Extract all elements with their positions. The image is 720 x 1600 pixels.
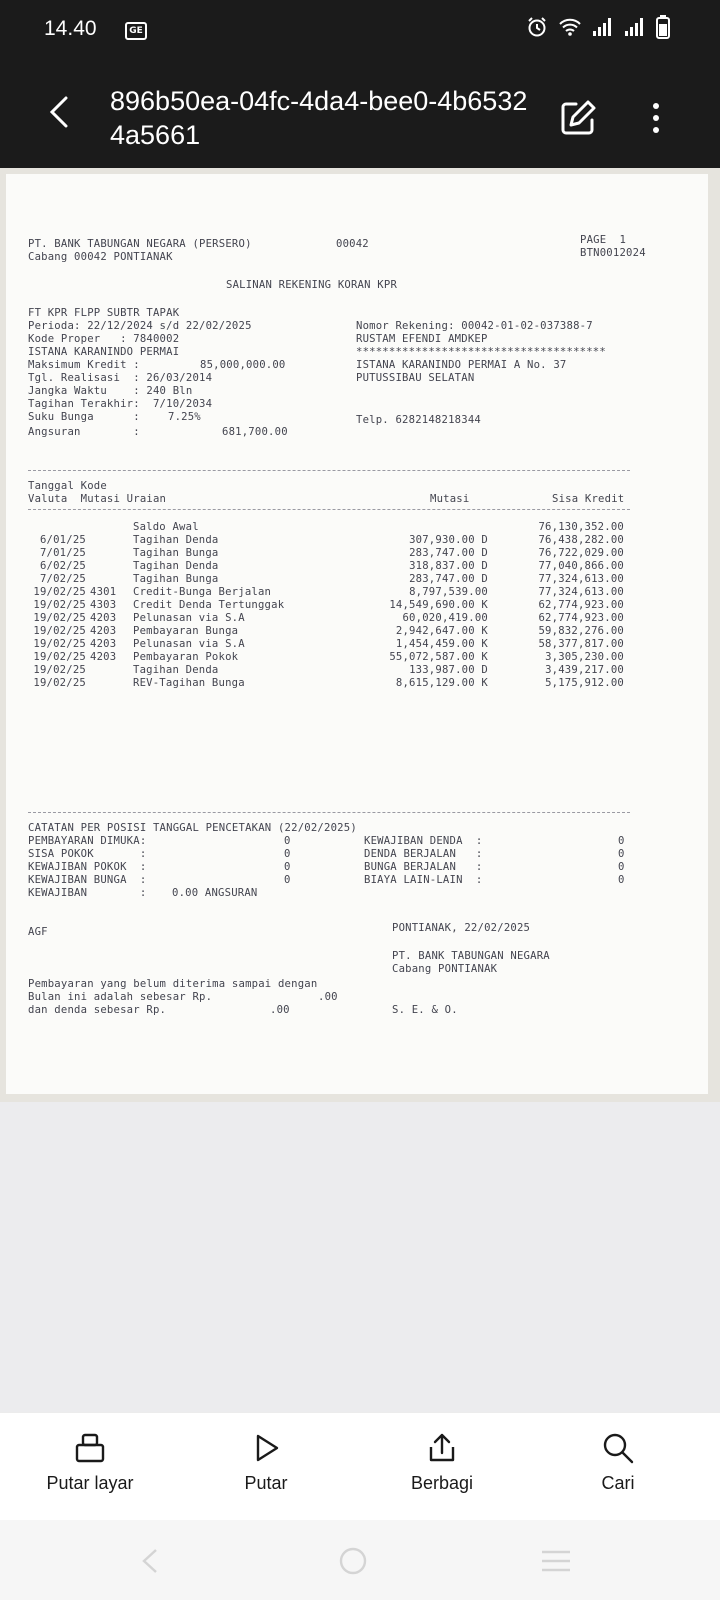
divider	[28, 509, 630, 510]
col-sisa-kredit: Sisa Kredit	[552, 493, 625, 505]
row-uraian: Credit-Bunga Berjalan	[133, 586, 272, 598]
row-sisa-kredit: 77,040,866.00	[538, 560, 624, 572]
row-uraian: Pembayaran Pokok	[133, 651, 239, 663]
catatan-value: 0	[618, 848, 625, 860]
row-sisa-kredit: 3,305,230.00	[545, 651, 624, 663]
bottom-action-bar	[0, 1412, 720, 1521]
agf-code: AGF	[28, 926, 48, 938]
s-e-o-note: S. E. & O.	[392, 1004, 458, 1016]
system-nav-bar	[0, 1520, 720, 1600]
catatan-value: 0	[618, 874, 625, 886]
search-label: Cari	[601, 1473, 635, 1493]
tgl-realisasi: Tgl. Realisasi : 26/03/2014	[28, 372, 213, 384]
play-label: Putar	[244, 1473, 288, 1493]
row-uraian: Pembayaran Bunga	[133, 625, 239, 637]
back-arrow-icon[interactable]	[38, 90, 82, 134]
catatan-label: DENDA BERJALAN :	[364, 848, 483, 860]
row-kode: 4203	[90, 625, 117, 637]
more-options-icon[interactable]	[650, 100, 662, 140]
catatan-label: BUNGA BERJALAN :	[364, 861, 483, 873]
row-kode: 4203	[90, 651, 117, 663]
signal-1-icon	[592, 17, 614, 37]
suku-bunga-value: 7.25%	[168, 411, 201, 423]
row-kode: 4203	[90, 612, 117, 624]
document-title: 896b50ea-04fc-4da4-bee0-4b65324a5661	[110, 86, 528, 150]
catatan-value: 0	[284, 848, 291, 860]
row-sisa-kredit: 76,130,352.00	[538, 521, 624, 533]
catatan-value: 0	[284, 874, 291, 886]
ge-badge-icon: GE	[125, 22, 147, 40]
nasabah-name: RUSTAM EFENDI AMDKEP	[356, 333, 488, 345]
jangka-waktu: Jangka Waktu : 240 Bln	[28, 385, 193, 397]
footer-line-3-label: dan denda sebesar Rp.	[28, 1004, 167, 1016]
row-mutasi: 1,454,459.00 K	[395, 638, 488, 650]
alamat-line-1: ISTANA KARANINDO PERMAI A No. 37	[356, 359, 567, 371]
row-tanggal: 19/02/25	[33, 664, 86, 676]
rotate-screen-button[interactable]	[20, 1431, 160, 1494]
catatan-label: KEWAJIBAN :	[28, 887, 147, 899]
row-uraian: Saldo Awal	[133, 521, 199, 533]
search-button[interactable]	[548, 1431, 688, 1494]
row-tanggal: 19/02/25	[33, 599, 86, 611]
row-tanggal: 19/02/25	[33, 638, 86, 650]
row-mutasi: 2,942,647.00 K	[395, 625, 488, 637]
divider	[28, 812, 630, 813]
row-tanggal: 6/02/25	[39, 560, 86, 572]
wifi-icon	[558, 17, 582, 37]
kota-tanggal: PONTIANAK, 22/02/2025	[392, 922, 531, 934]
kode-proper: Kode Proper : 7840002	[28, 333, 180, 345]
footer-line-1: Pembayaran yang belum diterima sampai dengan	[28, 978, 318, 990]
row-sisa-kredit: 77,324,613.00	[538, 573, 624, 585]
row-mutasi: 55,072,587.00 K	[389, 651, 488, 663]
bank-name: PT. BANK TABUNGAN NEGARA (PERSERO)	[28, 238, 252, 250]
row-uraian: REV-Tagihan Bunga	[133, 677, 245, 689]
row-sisa-kredit: 77,324,613.00	[538, 586, 624, 598]
row-sisa-kredit: 62,774,923.00	[538, 599, 624, 611]
maks-kredit-label: Maksimum Kredit :	[28, 359, 140, 371]
row-tanggal: 7/01/25	[39, 547, 86, 559]
col-tanggal-kode: Tanggal Kode	[28, 480, 107, 492]
row-mutasi: 133,987.00 D	[409, 664, 488, 676]
maks-kredit-value: 85,000,000.00	[200, 359, 286, 371]
footer-line-3-value: .00	[270, 1004, 290, 1016]
catatan-label: KEWAJIBAN POKOK :	[28, 861, 147, 873]
footer-line-2-label: Bulan ini adalah sebesar Rp.	[28, 991, 213, 1003]
nav-recents-icon[interactable]	[540, 1548, 572, 1574]
star-separator: **************************************	[356, 346, 606, 358]
app-bar	[0, 60, 720, 168]
angsuran-label: Angsuran :	[28, 426, 140, 438]
row-tanggal: 19/02/25	[33, 612, 86, 624]
catatan-value: 0	[618, 835, 625, 847]
row-mutasi: 14,549,690.00 K	[389, 599, 488, 611]
play-icon	[249, 1431, 283, 1465]
col-mutasi: Mutasi	[430, 493, 470, 505]
row-tanggal: 19/02/25	[33, 586, 86, 598]
divider	[28, 470, 630, 471]
document-viewer[interactable]	[0, 168, 720, 1102]
catatan-label: PEMBAYARAN DIMUKA:	[28, 835, 147, 847]
footer-line-2-value: .00	[318, 991, 338, 1003]
row-sisa-kredit: 76,722,029.00	[538, 547, 624, 559]
row-tanggal: 7/02/25	[39, 573, 86, 585]
telp: Telp. 6282148218344	[356, 414, 481, 426]
suku-bunga-label: Suku Bunga :	[28, 411, 140, 423]
row-kode: 4303	[90, 599, 117, 611]
row-mutasi: 283,747.00 D	[409, 547, 488, 559]
row-tanggal: 19/02/25	[33, 651, 86, 663]
row-uraian: Pelunasan via S.A	[133, 638, 245, 650]
catatan-value: 0	[284, 835, 291, 847]
nav-home-icon[interactable]	[338, 1546, 368, 1576]
row-sisa-kredit: 3,439,217.00	[545, 664, 624, 676]
row-sisa-kredit: 76,438,282.00	[538, 534, 624, 546]
catatan-value: 0.00 ANGSURAN	[172, 887, 258, 899]
row-kode: 4203	[90, 638, 117, 650]
row-uraian: Tagihan Denda	[133, 560, 219, 572]
row-mutasi: 283,747.00 D	[409, 573, 488, 585]
alarm-icon	[526, 16, 548, 38]
tagihan-terakhir: Tagihan Terakhir: 7/10/2034	[28, 398, 213, 410]
row-sisa-kredit: 59,832,276.00	[538, 625, 624, 637]
row-tanggal: 19/02/25	[33, 625, 86, 637]
angsuran-value: 681,700.00	[222, 426, 288, 438]
signal-2-icon	[624, 17, 646, 37]
row-uraian: Tagihan Denda	[133, 664, 219, 676]
periode: Perioda: 22/12/2024 s/d 22/02/2025	[28, 320, 252, 332]
row-uraian: Tagihan Bunga	[133, 547, 219, 559]
search-icon	[601, 1431, 635, 1465]
branch-line: Cabang 00042 PONTIANAK	[28, 251, 173, 263]
catatan-title: CATATAN PER POSISI TANGGAL PENCETAKAN (22/02/2025)	[28, 822, 357, 834]
sign-branch: Cabang PONTIANAK	[392, 963, 498, 975]
row-sisa-kredit: 5,175,912.00	[545, 677, 624, 689]
row-tanggal: 6/01/25	[39, 534, 86, 546]
row-uraian: Credit Denda Tertunggak	[133, 599, 285, 611]
status-time: 14.40	[44, 17, 97, 40]
row-kode: 4301	[90, 586, 117, 598]
battery-icon	[656, 15, 670, 39]
row-uraian: Tagihan Denda	[133, 534, 219, 546]
report-code: BTN0012024	[580, 247, 646, 259]
edit-icon[interactable]	[558, 98, 598, 138]
row-uraian: Tagihan Bunga	[133, 573, 219, 585]
rotate-screen-icon	[73, 1431, 107, 1465]
share-button[interactable]	[372, 1431, 512, 1494]
catatan-label: KEWAJIBAN BUNGA :	[28, 874, 147, 886]
alamat-line-2: PUTUSSIBAU SELATAN	[356, 372, 475, 384]
status-bar	[0, 0, 720, 60]
sign-bank: PT. BANK TABUNGAN NEGARA	[392, 950, 550, 962]
play-button[interactable]	[196, 1431, 336, 1494]
product-name: FT KPR FLPP SUBTR TAPAK	[28, 307, 180, 319]
row-tanggal: 19/02/25	[33, 677, 86, 689]
page-label: PAGE 1	[580, 234, 627, 246]
catatan-value: 0	[284, 861, 291, 873]
share-label: Berbagi	[410, 1473, 474, 1493]
catatan-label: SISA POKOK :	[28, 848, 147, 860]
branch-code: 00042	[336, 238, 369, 250]
rotate-screen-label: Putar layar	[46, 1473, 134, 1493]
row-mutasi: 318,837.00 D	[409, 560, 488, 572]
catatan-label: KEWAJIBAN DENDA :	[364, 835, 483, 847]
row-sisa-kredit: 62,774,923.00	[538, 612, 624, 624]
nomor-rekening: Nomor Rekening: 00042-01-02-037388-7	[356, 320, 593, 332]
status-icons	[526, 15, 670, 39]
row-mutasi: 307,930.00 D	[409, 534, 488, 546]
row-mutasi: 8,797,539.00	[409, 586, 488, 598]
row-uraian: Pelunasan via S.A	[133, 612, 245, 624]
share-icon	[425, 1431, 459, 1465]
bank-statement-page	[6, 174, 708, 1094]
catatan-label: BIAYA LAIN-LAIN :	[364, 874, 483, 886]
catatan-value: 0	[618, 861, 625, 873]
row-mutasi: 8,615,129.00 K	[395, 677, 488, 689]
row-mutasi: 60,020,419.00	[402, 612, 488, 624]
istana-name: ISTANA KARANINDO PERMAI	[28, 346, 180, 358]
col-valuta-mutasi-uraian: Valuta Mutasi Uraian	[28, 493, 167, 505]
report-title: SALINAN REKENING KORAN KPR	[226, 279, 398, 291]
nav-back-icon[interactable]	[138, 1548, 162, 1574]
row-sisa-kredit: 58,377,817.00	[538, 638, 624, 650]
